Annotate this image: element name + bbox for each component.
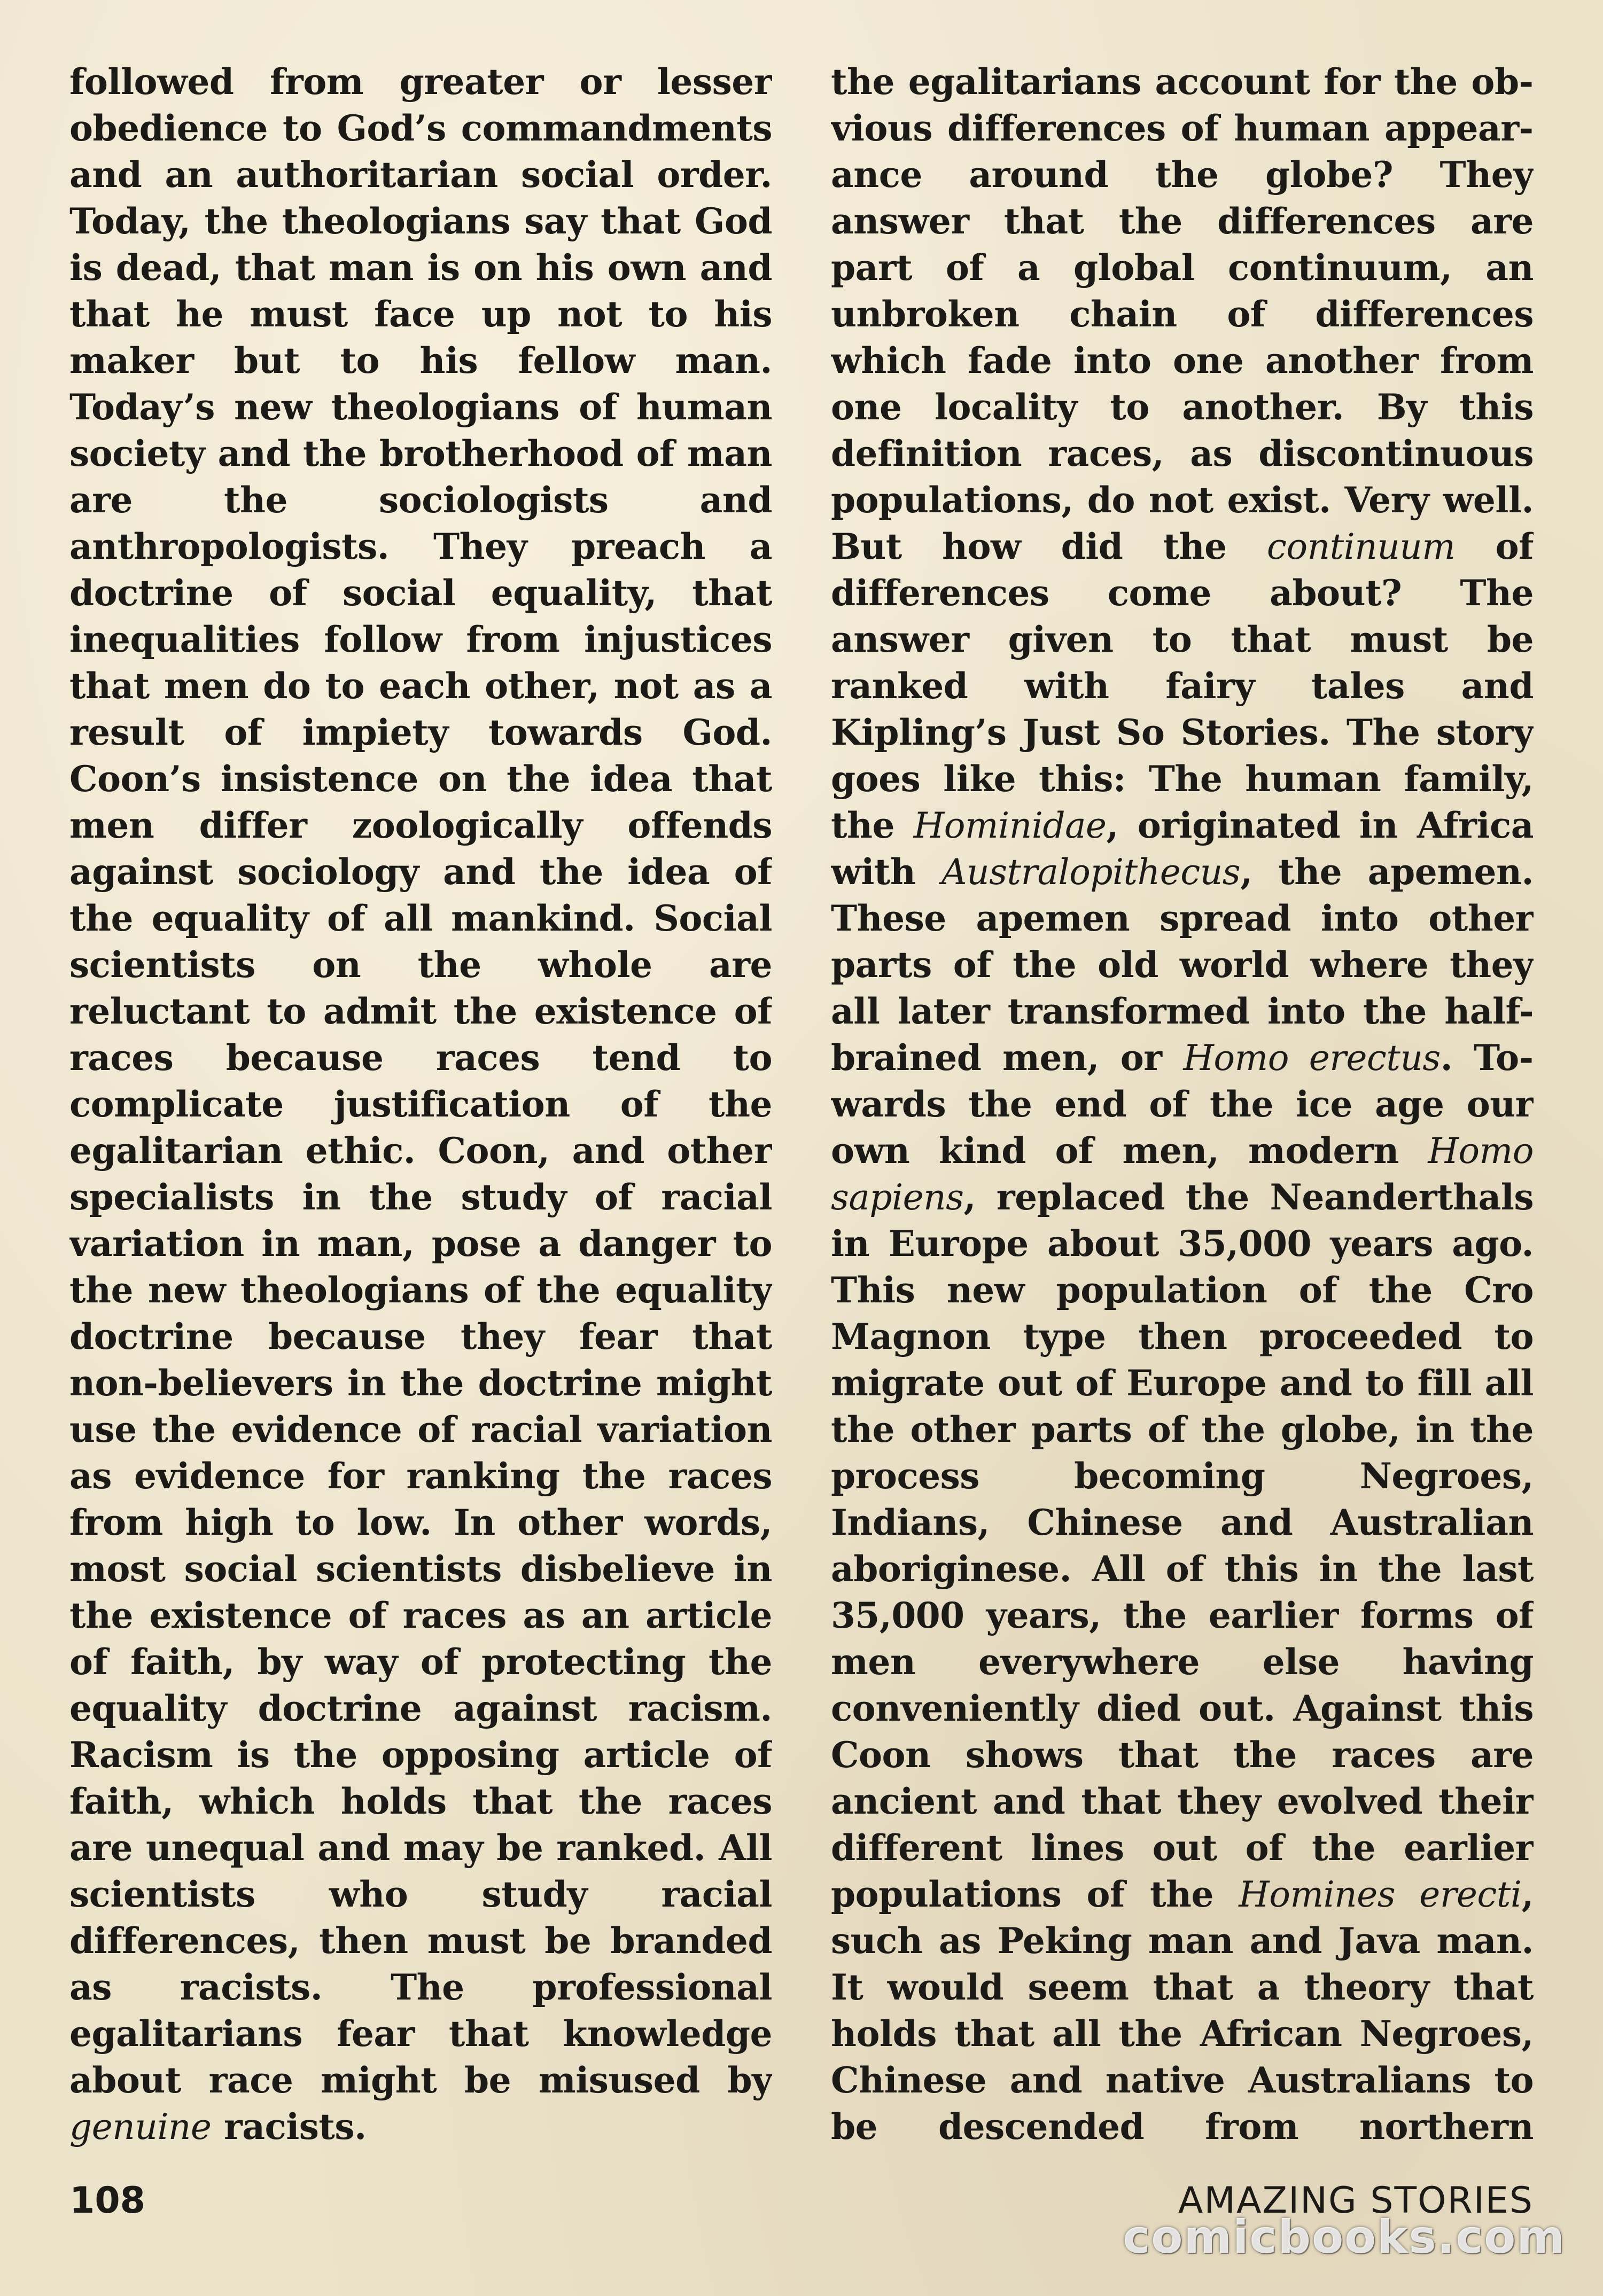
paragraph-text: followed from greater or lesser obedience to God’s commandments and an authoritarian social order. Today, the theologians say that God is dead, that man is on his own and that he must face up not to his maker but to his fellow man. Today’s new theologians of human society and the brotherhood of man are the sociologists and anthropologists. They preach a doctrine of social equality, that inequalities follow from injustices that men do to each other, not as a result of impiety towards God. Coon’s insistence on the idea that men differ zoologically offends against sociology and the idea of the equality of all mankind. Social scientists on the whole are reluctant to admit the existence of races because races tend to complicate justification of the egalitarian ethic. Coon, and other specialists in the study of racial variation in man, pose a danger to the new theologians of the equality doctrine because they fear that non-believers in the doctrine might use the evidence of racial variation as evidence for ranking the races from high to low. In other words, most social scientists disbelieve in the existence of races as an article of faith, by way of protecting the equality doctrine against racism. Racism is the opposing article of faith, which holds that the races are unequal and may be ranked. All scientists who study racial differences, then must be branded as racists. The professional egalitarians fear that knowledge about race might be misused by [69, 61, 772, 2101]
italic-term: Hominidae [913, 805, 1107, 846]
running-title: AMAZING STORIES [1178, 2180, 1534, 2222]
paragraph-text: racists. [211, 2106, 367, 2147]
paragraph-text: of differences come about? The answer given to that must be ranked with fairy tales and Kipling’s Just So Stories. The story goes like this: The human family, the [831, 526, 1534, 846]
paragraph-text: , originated in Africa with [831, 805, 1534, 893]
paragraph-text: the egalitarians account for the obvious differences of human appearance around the globe? They answer that the differences are part of a global continuum, an unbroken chain of differences which fade into one another from one locality to another. By this definition races, as discontinuous populations, do not exist. Very well. But how did the [831, 61, 1534, 567]
italic-term: Homo erectus [1183, 1037, 1441, 1079]
paragraph-text: , replaced the Neanderthals in Europe about 35,000 years ago. This new population of the Cro Magnon type then proceeded to migrate out of Europe and to fill all the other parts of the globe, in the process becoming Negroes, Indians, Chinese and Australian aboriginese. All of this in the last 35,000 years, the earlier forms of men everywhere else having conveniently died out. Against this Coon shows that the races are ancient and that they evolved their different lines out of the earlier populations of the [831, 1176, 1534, 1915]
italic-word: genuine [69, 2106, 212, 2147]
italic-term: Homo sapiens [831, 1130, 1534, 1218]
paragraph-text: , the apemen. These apemen spread into other parts of the old world where they all later transformed into the half-brained men, or [831, 851, 1534, 1079]
left-column [69, 59, 772, 2147]
italic-term: continuum [1266, 526, 1456, 567]
right-column [831, 59, 1534, 2147]
watermark: comicbooks.com [1123, 2211, 1566, 2264]
paragraph-text: , such as Peking man and Java man. It would seem that a theory that holds that all the African Negroes, Chinese and native Australians to be descended from northern [831, 1873, 1534, 2147]
paragraph [831, 59, 1534, 2147]
paragraph [69, 59, 772, 2147]
page-number: 108 [69, 2180, 145, 2222]
italic-term: Homines erecti [1239, 1874, 1522, 1915]
italic-term: Australopithecus [941, 852, 1241, 893]
paragraph-text: . Towards the end of the ice age our own kind of men, modern [831, 1037, 1534, 1172]
